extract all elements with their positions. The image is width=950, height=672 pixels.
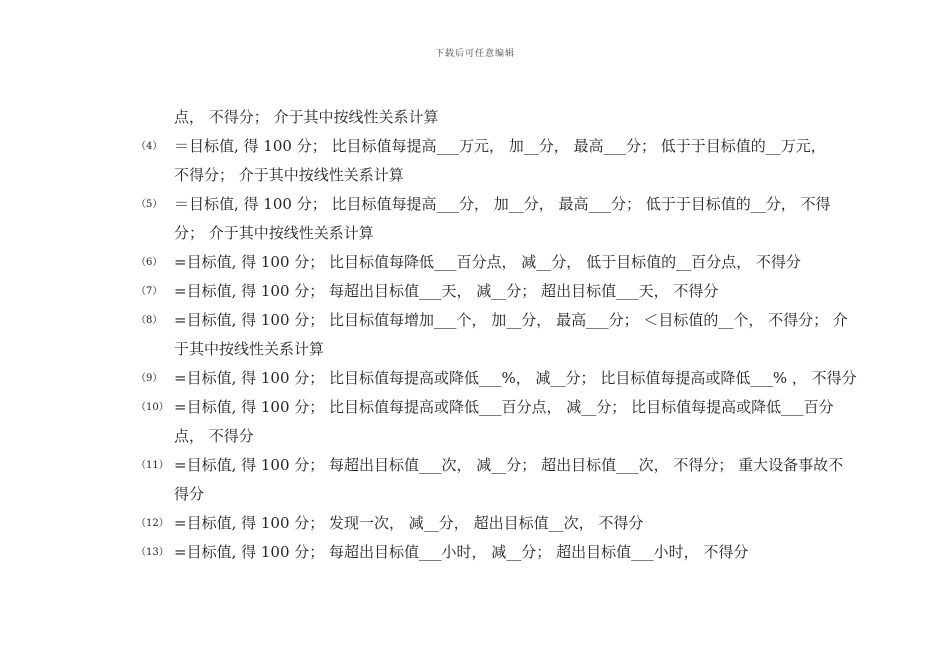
- item-number: （4）: [136, 141, 163, 152]
- item-text: =目标值, 得 100 分； 比目标值每提高或降低___百分点， 减__分； 比目标值每提高或降低___百分: [174, 398, 834, 416]
- page-header: 下载后可任意编辑: [434, 49, 515, 59]
- item-number: （8）: [136, 315, 163, 326]
- item-number: （12）: [136, 518, 169, 529]
- item-text: 不得分； 介于其中按线性关系计算: [174, 166, 404, 184]
- list-item: [136, 132, 876, 161]
- list-item: [136, 306, 876, 335]
- item-text: 分； 介于其中按线性关系计算: [174, 224, 374, 242]
- item-text: =目标值, 得 100 分； 发现一次， 减__分， 超出目标值__次， 不得分: [174, 514, 644, 532]
- list-item-continuation: [136, 422, 876, 451]
- item-text: ＝目标值, 得 100 分； 比目标值每提高___万元， 加__分， 最高___分； 低于于目标值的__万元，: [174, 137, 826, 155]
- item-number: （7）: [136, 286, 163, 297]
- scoring-rules-list: [136, 103, 876, 567]
- list-item-continuation: [136, 480, 876, 509]
- list-item: [136, 190, 876, 219]
- list-item: [136, 538, 876, 567]
- list-item: [136, 364, 876, 393]
- item-text: =目标值, 得 100 分； 比目标值每降低___百分点， 减__分， 低于目标值的__百分点， 不得分: [174, 253, 801, 271]
- item-number: （13）: [136, 547, 169, 558]
- item-text: =目标值, 得 100 分； 每超出目标值___次， 减__分； 超出目标值___次， 不得分； 重大设备事故不: [174, 456, 844, 474]
- item-text: =目标值, 得 100 分； 比目标值每提高或降低___%， 减__分； 比目标值每提高或降低___% ， 不得分: [174, 369, 857, 387]
- list-item-continuation: [136, 161, 876, 190]
- item-text: 于其中按线性关系计算: [174, 340, 325, 358]
- item-text: =目标值, 得 100 分； 每超出目标值___小时， 减__分； 超出目标值___小时， 不得分: [174, 543, 749, 561]
- list-item: [136, 509, 876, 538]
- item-text: 点， 不得分: [174, 427, 254, 445]
- item-text: 得分: [174, 485, 205, 503]
- list-item: [136, 451, 876, 480]
- list-item: [136, 248, 876, 277]
- list-item: [136, 103, 876, 132]
- item-number: （9）: [136, 373, 163, 384]
- item-text: =目标值, 得 100 分； 比目标值每增加___个， 加__分， 最高___分； ＜目标值的__个， 不得分； 介: [174, 311, 848, 329]
- list-item-continuation: [136, 335, 876, 364]
- item-number: （6）: [136, 257, 163, 268]
- list-item-continuation: [136, 219, 876, 248]
- item-number: （11）: [136, 460, 169, 471]
- item-text: ＝目标值, 得 100 分； 比目标值每提高___分， 加__分， 最高___分； 低于于目标值的__分， 不得: [174, 195, 831, 213]
- list-item: [136, 393, 876, 422]
- item-text: =目标值, 得 100 分； 每超出目标值___天， 减__分； 超出目标值___天， 不得分: [174, 282, 719, 300]
- item-number: （10）: [136, 402, 169, 413]
- list-item: [136, 277, 876, 306]
- item-number: （5）: [136, 199, 163, 210]
- item-text: 点， 不得分； 介于其中按线性关系计算: [174, 108, 439, 126]
